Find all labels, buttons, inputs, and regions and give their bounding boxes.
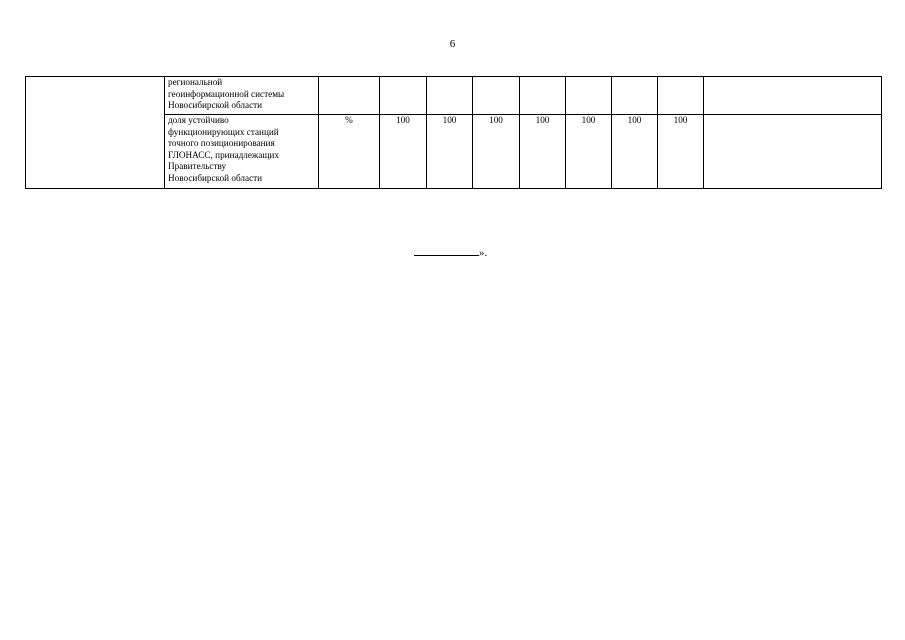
indicator-text-line: точного позиционирования [168, 138, 275, 149]
table-row [26, 77, 882, 115]
indicator-cell [165, 115, 319, 189]
unit-cell [319, 77, 380, 115]
note-cell [704, 77, 882, 115]
value-cell [658, 77, 704, 115]
value-cell [612, 77, 658, 115]
indicator-text-line: Правительству [168, 161, 227, 172]
value-cell [380, 77, 427, 115]
value-cell: 100 [473, 115, 520, 189]
blank-line [414, 244, 479, 256]
unit-cell: % [319, 115, 380, 189]
value-cell [520, 77, 566, 115]
value-cell [427, 77, 473, 115]
value-cell: 100 [658, 115, 704, 189]
closing-mark [414, 244, 487, 259]
indicator-text-line: геоинформационной системы [168, 88, 285, 99]
indicator-text-line: функционирующих станций [168, 126, 279, 137]
closing-quote: ». [479, 247, 488, 259]
indicators-table [25, 76, 882, 189]
value-cell: 100 [520, 115, 566, 189]
indicator-text-line: Новосибирской области [168, 100, 263, 111]
value-cell: 100 [380, 115, 427, 189]
indicator-text-line: Новосибирской области [168, 172, 263, 183]
value-cell [473, 77, 520, 115]
note-cell [704, 115, 882, 189]
indicator-text-line: доля устойчиво [168, 115, 229, 125]
page-number: 6 [449, 38, 456, 50]
value-cell [566, 77, 612, 115]
indicator-text-line: региональной [168, 77, 223, 87]
value-cell: 100 [566, 115, 612, 189]
value-cell: 100 [427, 115, 473, 189]
indicator-text-line: ГЛОНАСС, принадлежащих [168, 149, 279, 160]
goal-cell [26, 77, 165, 189]
indicator-cell [165, 77, 319, 115]
value-cell: 100 [612, 115, 658, 189]
